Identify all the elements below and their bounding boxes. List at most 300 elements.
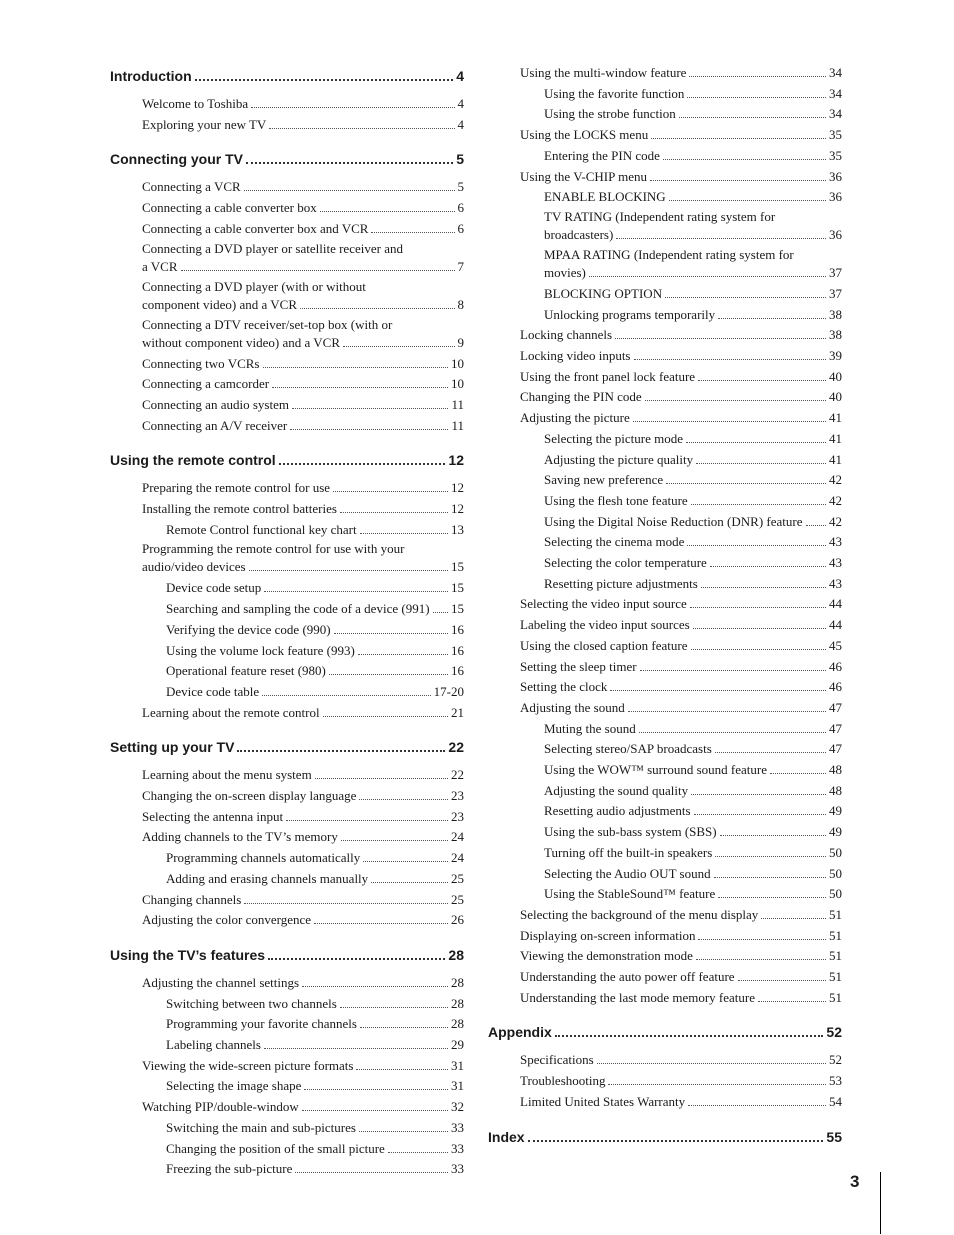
toc-entry-text: Limited United States Warranty	[520, 1093, 686, 1109]
toc-entry-text: Selecting the Audio OUT sound	[544, 865, 711, 881]
toc-entry[interactable]	[488, 285, 842, 302]
dot-leader	[720, 835, 826, 836]
toc-entry-text: Programming your favorite channels	[166, 1016, 357, 1032]
toc-section-heading[interactable]	[488, 1022, 842, 1040]
toc-entry[interactable]	[110, 375, 464, 392]
toc-entry[interactable]	[110, 849, 464, 866]
dot-leader	[691, 794, 826, 795]
toc-entry[interactable]	[110, 766, 464, 783]
dot-leader	[615, 338, 826, 339]
toc-entry[interactable]	[488, 616, 842, 633]
toc-entry[interactable]	[488, 388, 842, 405]
toc-entry[interactable]	[110, 220, 464, 237]
toc-entry-text: without component video) and a VCR	[142, 334, 340, 350]
toc-entry-text: Using the WOW™ surround sound feature	[544, 762, 767, 777]
toc-entry[interactable]	[110, 1036, 464, 1053]
toc-entry-text: Connecting your TV	[110, 151, 243, 168]
toc-page-number: 5	[456, 151, 464, 168]
toc-entry-text: Entering the PIN code	[544, 147, 660, 163]
dot-leader	[314, 923, 448, 924]
toc-entry-text: Setting the clock	[520, 679, 608, 695]
toc-entry-text: Changing the position of the small picture	[166, 1140, 385, 1156]
toc-page-number: 39	[829, 348, 842, 363]
dot-leader	[666, 483, 826, 484]
toc-page-number: 41	[829, 410, 842, 426]
toc-entry-text: Adding channels to the TV’s memory	[142, 829, 338, 845]
toc-entry[interactable]	[110, 1140, 464, 1157]
dot-leader	[268, 958, 445, 960]
toc-entry[interactable]	[488, 492, 842, 509]
toc-entry[interactable]	[488, 1051, 842, 1068]
toc-entry-text: Using the volume lock feature (993)	[166, 642, 355, 658]
toc-entry-text: Labeling the video input sources	[520, 617, 690, 633]
toc-entry-text: Remote Control functional key chart	[166, 521, 357, 537]
toc-page-number: 37	[829, 285, 842, 301]
toc-entry[interactable]	[488, 471, 842, 488]
toc-entry[interactable]	[110, 995, 464, 1012]
toc-page-number: 4	[457, 96, 464, 111]
page-number-rule	[880, 1172, 881, 1234]
dot-leader	[320, 211, 455, 212]
toc-entry-text: Using the front panel lock feature	[520, 368, 696, 384]
toc-entry[interactable]	[488, 761, 842, 778]
toc-entry[interactable]	[110, 396, 464, 413]
toc-page-number: 49	[829, 803, 842, 819]
toc-entry[interactable]	[110, 95, 464, 112]
toc-entry[interactable]	[110, 683, 464, 700]
toc-page-number: 47	[829, 741, 842, 757]
toc-entry[interactable]	[110, 828, 464, 845]
toc-entry[interactable]	[110, 579, 464, 596]
toc-entry[interactable]	[110, 479, 464, 496]
dot-leader	[333, 491, 448, 492]
toc-entry[interactable]	[488, 105, 842, 122]
toc-entry[interactable]	[488, 168, 842, 185]
dot-leader	[286, 820, 448, 821]
toc-entry[interactable]	[488, 209, 842, 243]
toc-page-number: 29	[451, 1037, 464, 1052]
toc-entry[interactable]	[110, 621, 464, 638]
dot-leader	[279, 463, 446, 465]
toc-entry-text: Introduction	[110, 68, 192, 84]
dot-leader	[758, 1001, 826, 1002]
toc-page-number: 48	[829, 762, 842, 777]
toc-entry[interactable]	[488, 554, 842, 571]
toc-entry-text: Setting up your TV	[110, 739, 235, 756]
dot-leader	[669, 200, 826, 201]
toc-page-number: 24	[451, 829, 464, 845]
toc-entry[interactable]	[488, 430, 842, 447]
toc-entry-text: Using the sub-bass system (SBS)	[544, 824, 717, 840]
toc-section-heading[interactable]	[110, 450, 464, 468]
dot-leader	[761, 918, 826, 919]
toc-entry[interactable]	[488, 188, 842, 205]
toc-page-number: 36	[829, 168, 842, 184]
toc-page-number: 35	[829, 127, 842, 143]
toc-entry-text: Saving new preference	[544, 472, 664, 488]
toc-entry[interactable]	[488, 533, 842, 550]
toc-entry[interactable]	[488, 844, 842, 861]
toc-page-number: 4	[457, 116, 464, 132]
toc-entry-text: movies)	[544, 264, 586, 280]
dot-leader	[272, 387, 448, 388]
toc-entry-text: Changing the PIN code	[520, 389, 642, 405]
toc-entry[interactable]	[488, 989, 842, 1006]
toc-entry[interactable]	[110, 891, 464, 908]
dot-leader	[698, 939, 826, 940]
dot-leader	[371, 882, 448, 883]
toc-page-number: 40	[829, 368, 842, 384]
dot-leader	[696, 959, 826, 960]
dot-leader	[251, 107, 454, 108]
toc-entry[interactable]	[110, 541, 464, 575]
toc-entry[interactable]	[110, 417, 464, 434]
toc-entry-text: Selecting the background of the menu display	[520, 906, 759, 922]
toc-entry-text: Selecting stereo/SAP broadcasts	[544, 741, 712, 757]
toc-page-number: 46	[829, 658, 842, 674]
toc-entry[interactable]	[488, 575, 842, 592]
toc-page-number: 33	[451, 1119, 464, 1135]
toc-page-number: 12	[451, 480, 464, 496]
dot-leader	[388, 1152, 448, 1153]
toc-page-number: 41	[829, 430, 842, 446]
toc-entry-text: Appendix	[488, 1024, 552, 1041]
toc-entry[interactable]	[488, 720, 842, 737]
dot-leader	[715, 752, 826, 753]
toc-entry[interactable]	[488, 885, 842, 902]
dot-leader	[686, 442, 826, 443]
toc-entry-text-line1: Programming the remote control for use with your	[142, 541, 405, 557]
toc-entry[interactable]	[488, 865, 842, 882]
toc-page-number: 48	[829, 782, 842, 798]
toc-page-number: 31	[451, 1078, 464, 1094]
toc-entry-text-line1: Connecting a DTV receiver/set-top box (with or	[142, 316, 393, 332]
toc-entry[interactable]	[488, 64, 842, 81]
dot-leader	[710, 566, 826, 567]
dot-leader	[689, 76, 826, 77]
toc-entry-text: component video) and a VCR	[142, 296, 298, 312]
toc-entry-text: Selecting the antenna input	[142, 808, 284, 824]
dot-leader	[701, 587, 826, 588]
toc-page-number: 34	[829, 85, 842, 101]
toc-entry-text: Selecting the picture mode	[544, 430, 683, 446]
toc-page-number: 24	[451, 850, 464, 866]
toc-entry-text: audio/video devices	[142, 559, 246, 575]
toc-entry[interactable]	[110, 600, 464, 617]
toc-page-number: 42	[829, 472, 842, 488]
toc-page-number: 52	[826, 1024, 842, 1041]
dot-leader	[690, 607, 826, 608]
dot-leader	[688, 1105, 826, 1106]
dot-leader	[263, 367, 449, 368]
toc-page-number: 22	[451, 767, 464, 783]
toc-entry[interactable]	[110, 199, 464, 216]
toc-page-number: 31	[451, 1057, 464, 1073]
toc-section-heading[interactable]	[488, 1127, 842, 1145]
toc-entry-text: Device code table	[166, 683, 260, 699]
toc-entry[interactable]	[488, 802, 842, 819]
toc-entry-text: Understanding the last mode memory feature	[520, 989, 756, 1005]
toc-entry[interactable]	[488, 147, 842, 164]
toc-entry[interactable]	[110, 1119, 464, 1136]
toc-page-number: 36	[829, 189, 842, 205]
toc-entry-text: Preparing the remote control for use	[142, 480, 331, 496]
dot-leader	[806, 525, 827, 526]
toc-entry[interactable]	[110, 1015, 464, 1032]
dot-leader	[356, 1069, 448, 1070]
toc-page-number: 34	[829, 65, 842, 80]
toc-entry[interactable]	[110, 787, 464, 804]
toc-entry-text: Connecting a cable converter box	[142, 200, 317, 216]
toc-entry[interactable]	[488, 927, 842, 944]
toc-page-number: 43	[829, 534, 842, 550]
toc-entry[interactable]	[110, 704, 464, 721]
dot-leader	[237, 750, 445, 752]
toc-entry-text: Displaying on-screen information	[520, 927, 696, 943]
toc-entry-text-line1: Connecting a DVD player (with or without	[142, 278, 366, 294]
toc-entry[interactable]	[488, 326, 842, 343]
toc-entry-text: Switching the main and sub-pictures	[166, 1119, 356, 1135]
toc-page-number: 53	[829, 1073, 842, 1089]
toc-page-number: 43	[829, 555, 842, 570]
dot-leader	[359, 799, 448, 800]
dot-leader	[687, 545, 826, 546]
toc-entry[interactable]	[488, 658, 842, 675]
toc-entry-text: Using the strobe function	[544, 106, 676, 122]
toc-page-number: 22	[448, 739, 464, 756]
toc-entry[interactable]	[488, 368, 842, 385]
toc-entry-text: Adjusting the channel settings	[142, 974, 300, 990]
toc-entry[interactable]	[110, 355, 464, 372]
toc-page-number: 40	[829, 389, 842, 405]
dot-leader	[360, 533, 448, 534]
toc-entry-text: Learning about the menu system	[142, 767, 312, 783]
toc-entry-text: Using the favorite function	[544, 85, 685, 101]
toc-entry[interactable]	[110, 500, 464, 517]
toc-entry-text: Connecting two VCRs	[142, 355, 260, 371]
toc-section-heading[interactable]	[110, 66, 464, 84]
toc-entry[interactable]	[110, 1160, 464, 1177]
toc-entry[interactable]	[488, 906, 842, 923]
dot-leader	[555, 1035, 824, 1037]
dot-leader	[195, 79, 454, 81]
toc-entry[interactable]	[488, 595, 842, 612]
dot-leader	[292, 408, 449, 409]
toc-entry[interactable]	[110, 808, 464, 825]
toc-entry-text: Locking channels	[520, 327, 613, 343]
toc-page-number: 46	[829, 679, 842, 695]
dot-leader	[269, 128, 454, 129]
toc-entry-text: Adding and erasing channels manually	[166, 870, 369, 886]
toc-page-number: 55	[826, 1128, 842, 1145]
toc-entry-text: Turning off the built-in speakers	[544, 844, 713, 860]
page-number: 3	[850, 1172, 860, 1191]
toc-entry[interactable]	[488, 306, 842, 323]
toc-entry[interactable]	[488, 513, 842, 530]
toc-page-number: 38	[829, 327, 842, 343]
toc-entry[interactable]	[488, 678, 842, 695]
dot-leader	[663, 159, 826, 160]
toc-page-number: 44	[829, 617, 842, 633]
toc-entry-text: Exploring your new TV	[142, 116, 267, 132]
toc-page-number: 28	[451, 995, 464, 1011]
toc-entry[interactable]	[110, 911, 464, 928]
dot-leader	[639, 732, 826, 733]
toc-entry[interactable]	[488, 451, 842, 468]
dot-leader	[433, 612, 448, 613]
toc-entry[interactable]	[110, 1098, 464, 1115]
toc-entry-text: a VCR	[142, 258, 178, 274]
toc-page-number: 11	[451, 417, 464, 433]
toc-entry-text: Adjusting the sound quality	[544, 782, 689, 798]
toc-entry[interactable]	[488, 1093, 842, 1110]
toc-page-number: 7	[457, 258, 464, 274]
toc-entry-text: Selecting the cinema mode	[544, 534, 685, 550]
toc-section-heading[interactable]	[110, 149, 464, 167]
toc-page-number: 33	[451, 1140, 464, 1156]
dot-leader	[244, 190, 455, 191]
dot-leader	[597, 1063, 826, 1064]
dot-leader	[691, 649, 827, 650]
toc-page-number: 15	[451, 580, 464, 596]
toc-page-number: 44	[829, 596, 842, 612]
toc-entry[interactable]	[488, 968, 842, 985]
toc-page-number: 16	[451, 642, 464, 658]
toc-entry[interactable]	[488, 347, 842, 364]
toc-entry[interactable]	[488, 637, 842, 654]
toc-entry[interactable]	[488, 1072, 842, 1089]
toc-page-number: 23	[451, 788, 464, 803]
toc-section-heading[interactable]	[110, 737, 464, 755]
toc-entry[interactable]	[488, 247, 842, 281]
dot-leader	[302, 1110, 448, 1111]
dot-leader	[628, 711, 826, 712]
dot-leader	[323, 716, 448, 717]
toc-entry-text: Welcome to Toshiba	[142, 96, 249, 111]
toc-entry-text: Selecting the video input source	[520, 596, 687, 612]
toc-page-number: 51	[829, 969, 842, 984]
toc-page-number: 47	[829, 699, 842, 715]
toc-entry-text: Selecting the image shape	[166, 1078, 302, 1094]
toc-entry-text: Muting the sound	[544, 720, 636, 736]
toc-entry-text: Connecting a cable converter box and VCR	[142, 220, 369, 236]
toc-entry[interactable]	[488, 782, 842, 799]
dot-leader	[651, 138, 826, 139]
toc-entry-text: Using the V-CHIP menu	[520, 168, 647, 184]
toc-entry[interactable]	[488, 85, 842, 102]
toc-entry[interactable]	[110, 521, 464, 538]
toc-page-number: 51	[829, 948, 842, 964]
toc-entry-text: Searching and sampling the code of a device (991)	[166, 601, 430, 617]
toc-page-number: 11	[451, 396, 464, 412]
toc-entry[interactable]	[110, 116, 464, 133]
toc-entry-text: Connecting a VCR	[142, 179, 241, 195]
toc-page-number: 16	[451, 663, 464, 679]
toc-page-number: 26	[451, 912, 464, 928]
toc-entry[interactable]	[488, 409, 842, 426]
toc-entry[interactable]	[110, 317, 464, 351]
toc-entry-text-line1: Connecting a DVD player or satellite receiver and	[142, 240, 403, 256]
dot-leader	[244, 903, 448, 904]
toc-page-number: 42	[829, 513, 842, 529]
toc-page-number: 49	[829, 824, 842, 840]
dot-leader	[645, 400, 826, 401]
dot-leader	[633, 421, 826, 422]
toc-entry-text: Adjusting the picture quality	[544, 451, 694, 467]
dot-leader	[718, 318, 826, 319]
toc-entry[interactable]	[110, 241, 464, 275]
dot-leader	[687, 97, 826, 98]
dot-leader	[608, 1084, 826, 1085]
toc-page-number: 52	[829, 1052, 842, 1068]
dot-leader	[181, 270, 455, 271]
toc-entry[interactable]	[110, 279, 464, 313]
dot-leader	[640, 670, 826, 671]
toc-page-number: 42	[829, 492, 842, 508]
toc-entry-text: broadcasters)	[544, 226, 614, 242]
dot-leader	[665, 297, 826, 298]
toc-page-number: 25	[451, 870, 464, 886]
toc-entry[interactable]	[110, 1057, 464, 1074]
toc-entry-text: Adjusting the sound	[520, 699, 625, 715]
toc-entry-text-line1: MPAA RATING (Independent rating system for	[544, 246, 794, 262]
toc-entry-text: Viewing the demonstration mode	[520, 948, 693, 964]
dot-leader	[698, 380, 826, 381]
toc-entry[interactable]	[110, 870, 464, 887]
dot-leader	[304, 1089, 448, 1090]
toc-entry-text: Using the LOCKS menu	[520, 127, 649, 143]
dot-leader	[340, 1007, 448, 1008]
toc-page-number: 41	[829, 451, 842, 467]
toc-page-number: 43	[829, 575, 842, 591]
toc-section-heading[interactable]	[110, 945, 464, 963]
dot-leader	[738, 980, 826, 981]
dot-leader	[371, 232, 454, 233]
toc-entry-text: Switching between two channels	[166, 995, 337, 1011]
toc-page-number: 34	[829, 106, 842, 122]
toc-page-number: 23	[451, 808, 464, 824]
dot-leader	[246, 162, 453, 164]
toc-entry[interactable]	[488, 699, 842, 716]
dot-leader	[358, 654, 448, 655]
dot-leader	[693, 628, 826, 629]
dot-leader	[300, 308, 454, 309]
dot-leader	[715, 856, 826, 857]
dot-leader	[264, 591, 448, 592]
toc-entry-text: Using the TV’s features	[110, 946, 266, 963]
toc-page-number: 10	[451, 355, 464, 371]
toc-page-number: 51	[829, 906, 842, 922]
toc-page-number: 45	[829, 637, 842, 653]
toc-entry[interactable]	[110, 1077, 464, 1094]
toc-entry[interactable]	[488, 126, 842, 143]
toc-entry[interactable]	[110, 178, 464, 195]
toc-entry-text: Adjusting the picture	[520, 410, 630, 426]
toc-entry[interactable]	[488, 740, 842, 757]
toc-entry-text: Using the flesh tone feature	[544, 492, 688, 508]
toc-entry-text: Using the remote control	[110, 452, 276, 469]
dot-leader	[718, 897, 826, 898]
dot-leader	[359, 1131, 448, 1132]
toc-entry-text: Operational feature reset (980)	[166, 663, 326, 679]
toc-entry[interactable]	[488, 823, 842, 840]
toc-entry[interactable]	[488, 947, 842, 964]
toc-entry[interactable]	[110, 642, 464, 659]
toc-entry[interactable]	[110, 662, 464, 679]
toc-entry-text: Specifications	[520, 1052, 594, 1068]
toc-entry-text: Selecting the color temperature	[544, 555, 707, 570]
toc-entry[interactable]	[110, 974, 464, 991]
